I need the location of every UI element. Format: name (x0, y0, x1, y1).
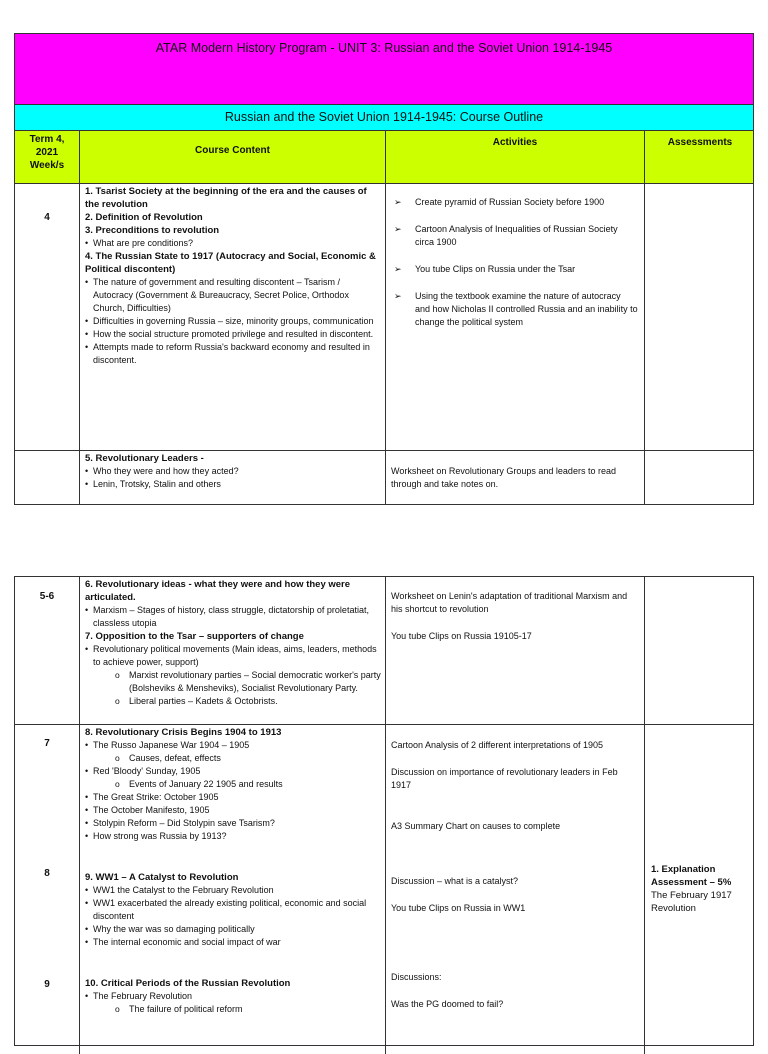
topic-heading: 5. Revolutionary Leaders - (85, 453, 204, 464)
header-row (15, 130, 753, 183)
week-label: 5-6 (39, 591, 55, 602)
spacer (391, 929, 638, 943)
text-line: Was the PG doomed to fail? (391, 999, 504, 1009)
bullet-item: • Difficulties in governing Russia – size, minority groups, communication (85, 315, 381, 328)
topic-heading: 7. Opposition to the Tsar – supporters of change (85, 631, 304, 642)
text-line: Worksheet on Lenin's adaptation of traditional Marxism and his shortcut to revolution (391, 591, 628, 614)
outline-title-row (15, 104, 753, 130)
week-label: 8 (44, 868, 50, 879)
spacer (391, 833, 638, 847)
bullet-item: • How strong was Russia by 1913? (85, 830, 381, 843)
topic-heading: 9. WW1 – A Catalyst to Revolution (85, 872, 239, 883)
activity-item: ➢ Using the textbook examine the nature of autocracy and how Nicholas II controlled Russia and an inability to change the political system (391, 290, 638, 329)
spacer (391, 451, 638, 465)
spacer (391, 888, 638, 902)
header-activities: Activities (492, 137, 538, 148)
header-assessments: Assessments (667, 137, 733, 148)
spacer (391, 616, 638, 630)
outline-title: Russian and the Soviet Union 1914-1945: Course Outline (224, 110, 544, 124)
spacer (391, 957, 638, 971)
spacer (391, 847, 638, 861)
activities (386, 577, 645, 724)
bullet-item: • The nature of government and resulting discontent – Tsarism / Autocracy (Government & Bureaucracy, Secret Police, Orthodox Church, Difficulties) (85, 276, 381, 315)
topic-heading: 3. Preconditions to revolution (85, 225, 220, 236)
topic-heading: 4. The Russian State to 1917 (Autocracy and Social, Economic & Political discontent) (85, 251, 376, 275)
spacer (391, 752, 638, 766)
header-content: Course Content (195, 145, 270, 156)
course-outline-table-2 (14, 576, 754, 1046)
bullet-item: • Lenin, Trotsky, Stalin and others (85, 478, 381, 491)
text-line: A3 Summary Chart on causes to complete (391, 821, 561, 831)
sub-bullet-item: o Liberal parties – Kadets & Octobrists. (85, 695, 381, 708)
text-line: You tube Clips on Russia 19105-17 (391, 631, 532, 641)
bullet-item: • Attempts made to reform Russia's backward economy and resulted in discontent. (85, 341, 381, 367)
activity-item: ➢ Create pyramid of Russian Society before 1900 (391, 196, 638, 209)
course-content (80, 725, 386, 1054)
week-label: 7 (44, 738, 50, 749)
activities (386, 184, 645, 450)
course-outline-table-1 (14, 33, 754, 505)
text-line: Worksheet on Revolutionary Groups and leaders to read through and take notes on. (391, 466, 616, 489)
bullet-item: • Revolutionary political movements (Main ideas, aims, leaders, methods to achieve power, support) (85, 643, 381, 669)
topic-heading: 10. Critical Periods of the Russian Revolution (85, 978, 291, 989)
assessments (645, 184, 755, 450)
spacer (391, 806, 638, 820)
text-line: The February 1917 Revolution (651, 890, 732, 914)
leaders-row (15, 450, 753, 505)
sub-bullet-item: o Causes, defeat, effects (85, 752, 381, 765)
week-5-6-row (15, 577, 753, 724)
sub-bullet-item: o Events of January 22 1905 and results (85, 778, 381, 791)
sub-bullet-item: o The failure of political reform (85, 1003, 381, 1016)
bullet-item: • Marxism – Stages of history, class struggle, dictatorship of proletatiat, classless utopia (85, 604, 381, 630)
spacer (391, 984, 638, 998)
assessments (645, 451, 755, 505)
week-label: 9 (44, 979, 50, 990)
program-title: ATAR Modern History Program - UNIT 3: Russian and the Soviet Union 1914-1945 (155, 41, 613, 55)
bullet-item: • The October Manifesto, 1905 (85, 804, 381, 817)
topic-heading: 1. Explanation Assessment – 5% (651, 864, 732, 888)
bullet-item: • The internal economic and social impact of war (85, 936, 381, 949)
spacer (391, 915, 638, 929)
week-4-row (15, 183, 753, 450)
bullet-item: • Stolypin Reform – Did Stolypin save Tsarism? (85, 817, 381, 830)
bullet-item: • The February Revolution (85, 990, 381, 1003)
topic-heading: 6. Revolutionary ideas - what they were and how they were articulated. (85, 579, 351, 603)
spacer (85, 843, 381, 857)
text-line: Cartoon Analysis of 2 different interpretations of 1905 (391, 740, 603, 750)
bullet-item: • Who they were and how they acted? (85, 465, 381, 478)
spacer (85, 949, 381, 963)
spacer (391, 725, 638, 739)
topic-heading: 1. Tsarist Society at the beginning of the era and the causes of the revolution (85, 186, 367, 210)
bullet-item: • WW1 exacerbated the already existing political, economic and social discontent (85, 897, 381, 923)
spacer (391, 792, 638, 806)
text-line: Discussions: (391, 972, 442, 982)
bullet-item: • What are pre conditions? (85, 237, 381, 250)
activities (386, 725, 645, 1054)
text-line: Discussion – what is a catalyst? (391, 876, 519, 886)
activity-item: ➢ Cartoon Analysis of Inequalities of Russian Society circa 1900 (391, 223, 638, 249)
bullet-item: • How the social structure promoted privilege and resulted in discontent. (85, 328, 381, 341)
bullet-item: • The Russo Japanese War 1904 – 1905 (85, 739, 381, 752)
topic-heading: 2. Definition of Revolution (85, 212, 203, 223)
week-7-9-row (15, 724, 753, 1054)
activities (386, 451, 645, 505)
bullet-item: • Red 'Bloody' Sunday, 1905 (85, 765, 381, 778)
text-line: You tube Clips on Russia in WW1 (391, 903, 526, 913)
course-content (80, 577, 386, 724)
week-label: 4 (44, 212, 50, 223)
spacer (391, 861, 638, 875)
spacer (85, 963, 381, 977)
bullet-item: • WW1 the Catalyst to the February Revolution (85, 884, 381, 897)
assessments (645, 577, 755, 724)
bullet-item: • Why the war was so damaging politically (85, 923, 381, 936)
course-content (80, 184, 386, 450)
sub-bullet-item: o Marxist revolutionary parties – Social democratic worker's party (Bolsheviks & Mensheviks), Socialist Revolutionary Party. (85, 669, 381, 695)
spacer (391, 943, 638, 957)
text-line: Discussion on importance of revolutionary leaders in Feb 1917 (391, 767, 618, 790)
activity-item: ➢ You tube Clips on Russia under the Tsar (391, 263, 638, 276)
program-title-row (15, 34, 753, 104)
spacer (85, 857, 381, 871)
bullet-item: • The Great Strike: October 1905 (85, 791, 381, 804)
course-content (80, 451, 386, 505)
assessments (645, 725, 755, 1054)
header-week: Term 4, 2021 Week/s (29, 134, 65, 171)
topic-heading: 8. Revolutionary Crisis Begins 1904 to 1913 (85, 727, 282, 738)
